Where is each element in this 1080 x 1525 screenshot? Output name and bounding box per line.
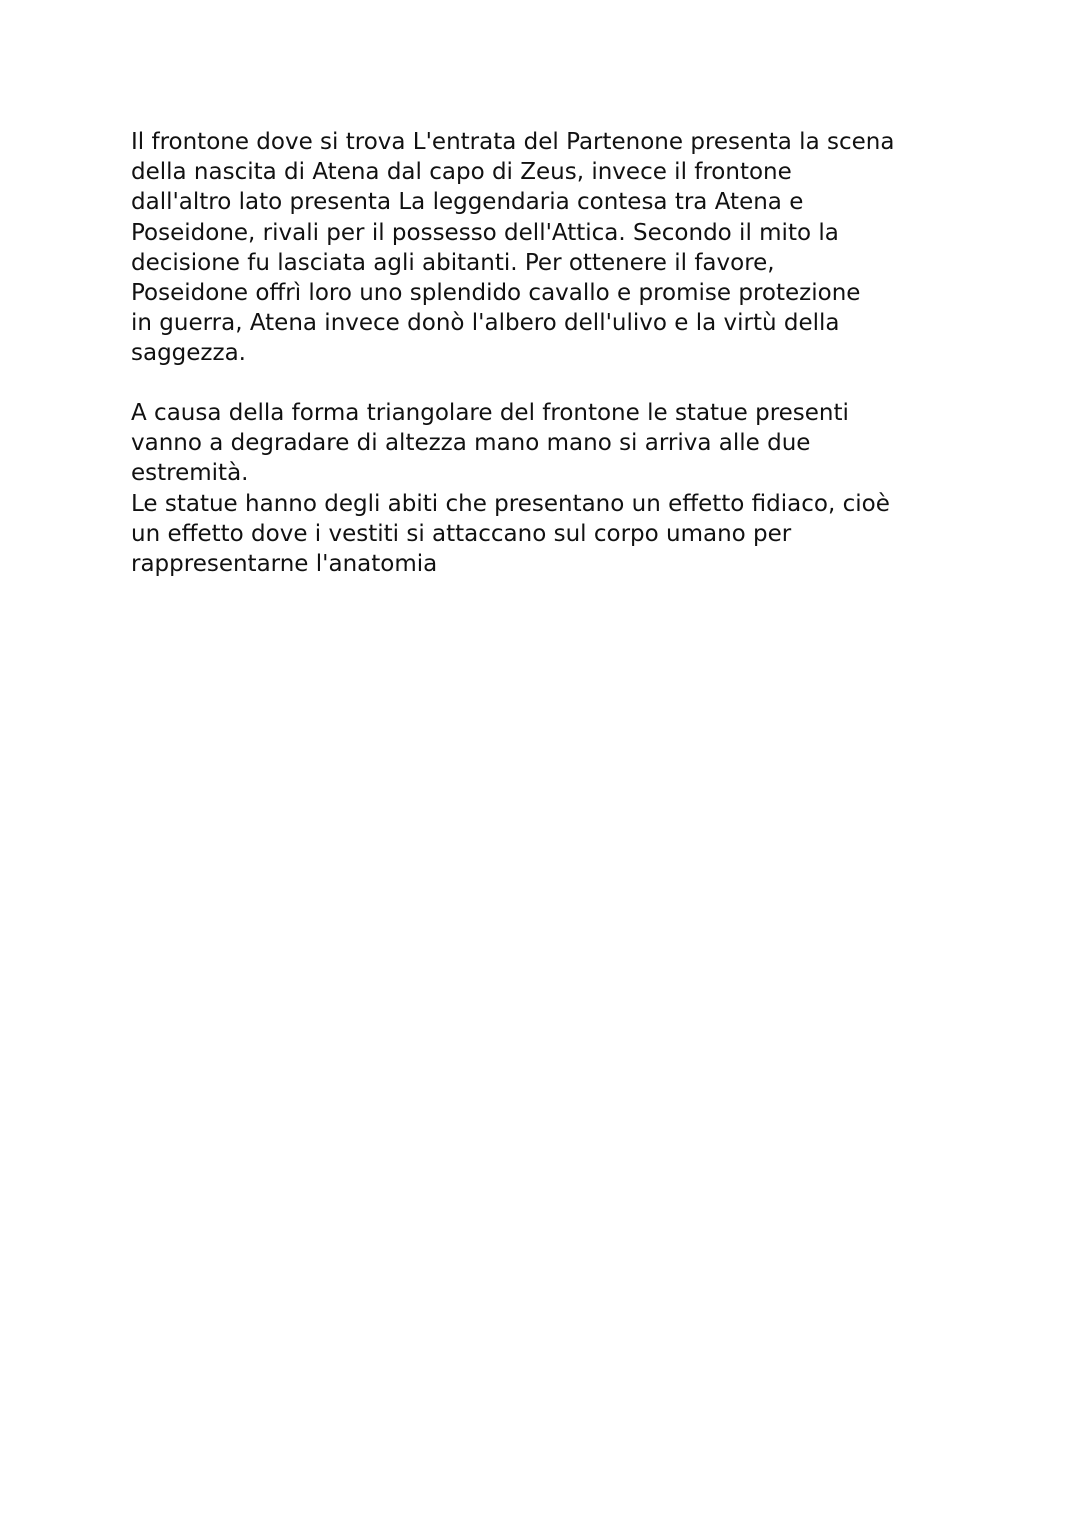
paragraph-1 [131, 127, 961, 369]
text-line: Poseidone, rivali per il possesso dell'Attica. Secondo il mito la [131, 219, 839, 246]
text-line: dall'altro lato presenta La leggendaria contesa tra Atena e [131, 189, 804, 216]
text-line: estremità. [131, 460, 249, 487]
text-line: Il frontone dove si trova L'entrata del Partenone presenta la scena [131, 129, 895, 155]
text-line: rappresentarne l'anatomia [131, 551, 438, 578]
text-line: della nascita di Atena dal capo di Zeus, invece il frontone [131, 159, 792, 186]
text-line: un effetto dove i vestiti si attaccano sul corpo umano per [131, 520, 792, 547]
text-line: Le statue hanno degli abiti che presentano un effetto fidiaco, cioè [131, 490, 890, 517]
paragraph-2 [131, 398, 961, 579]
text-line: Poseidone offrì loro uno splendido cavallo e promise protezione [131, 280, 861, 307]
text-line: in guerra, Atena invece donò l'albero dell'ulivo e la virtù della [131, 310, 840, 337]
text-line: vanno a degradare di altezza mano mano si arriva alle due [131, 430, 811, 457]
text-line: decisione fu lasciata agli abitanti. Per ottenere il favore, [131, 249, 775, 276]
text-line: saggezza. [131, 340, 246, 367]
text-line: A causa della forma triangolare del frontone le statue presenti [131, 400, 849, 426]
